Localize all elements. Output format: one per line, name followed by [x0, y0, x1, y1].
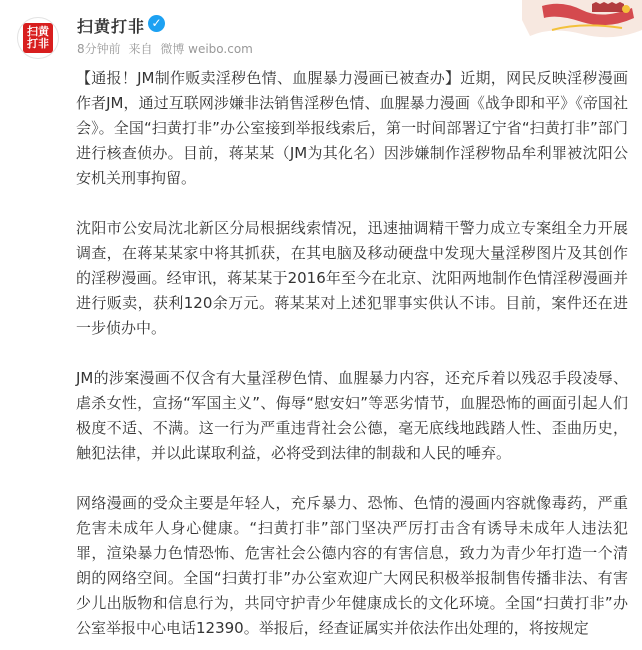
verified-badge-icon: ✓	[148, 15, 165, 32]
avatar[interactable]	[17, 17, 59, 59]
post-paragraph: 网络漫画的受众主要是年轻人，充斥暴力、恐怖、色情的漫画内容就像毒药，严重危害未成年人身心健康。“扫黄打非”部门坚决严厉打击含有诱导未成年人违法犯罪，渲染暴力色情恐怖、危害社会公德内容的有害信息，致力为青少年打造一个清朗的网络空间。全国“扫黄打非”办公室欢迎广大网民积极举报制售传播非法、有害少儿出版物和信息行为，共同守护青少年健康成长的文化环境。全国“扫黄打非”办公室举报中心电话12390。举报后，经查证属实并依法作出处理的，将按规定	[76, 494, 628, 637]
post-source[interactable]: 微博 weibo.com	[160, 42, 253, 56]
decorative-banner-icon	[522, 0, 642, 42]
post-paragraph: JM的涉案漫画不仅含有大量淫秽色情、血腥暴力内容，还充斥着以残忍手段凌辱、虐杀女性，宣扬“军国主义”、侮辱“慰安妇”等恶劣情节，血腥恐怖的画面引起人们极度不适、不满。这一行为严重违背社会公德，毫无底线地践踏人性、歪曲历史，触犯法律，并以此谋取利益，必将受到法律的制裁和人民的唾弃。	[76, 369, 628, 462]
post-time[interactable]: 8分钟前	[77, 42, 121, 56]
post-content	[76, 66, 628, 641]
post-paragraph: 沈阳市公安局沈北新区分局根据线索情况，迅速抽调精干警力成立专案组全力开展调查，在蒋某某家中将其抓获，在其电脑及移动硬盘中发现大量淫秽图片及其创作的淫秽漫画。经审讯，蒋某某于2016年至今在北京、沈阳两地制作色情淫秽漫画并进行贩卖，获利120余万元。蒋某某对上述犯罪事实供认不讳。目前，案件还在进一步侦办中。	[76, 219, 628, 337]
post-paragraph: 【通报！JM制作贩卖淫秽色情、血腥暴力漫画已被查办】近期，网民反映淫秽漫画作者JM，通过互联网涉嫌非法销售淫秽色情、血腥暴力漫画《战争即和平》《帝国社会》。全国“扫黄打非”办公室接到举报线索后，第一时间部署辽宁省“扫黄打非”部门进行核查侦办。目前，蒋某某（JM为其化名）因涉嫌制作淫秽物品牟利罪被沈阳公安机关刑事拘留。	[76, 69, 628, 187]
from-label: 来自	[128, 42, 153, 56]
user-name[interactable]: 扫黄打非	[77, 17, 146, 36]
seal-logo-icon: 扫黄 打非	[23, 23, 53, 53]
post-header	[0, 0, 642, 70]
post-meta	[77, 40, 257, 57]
